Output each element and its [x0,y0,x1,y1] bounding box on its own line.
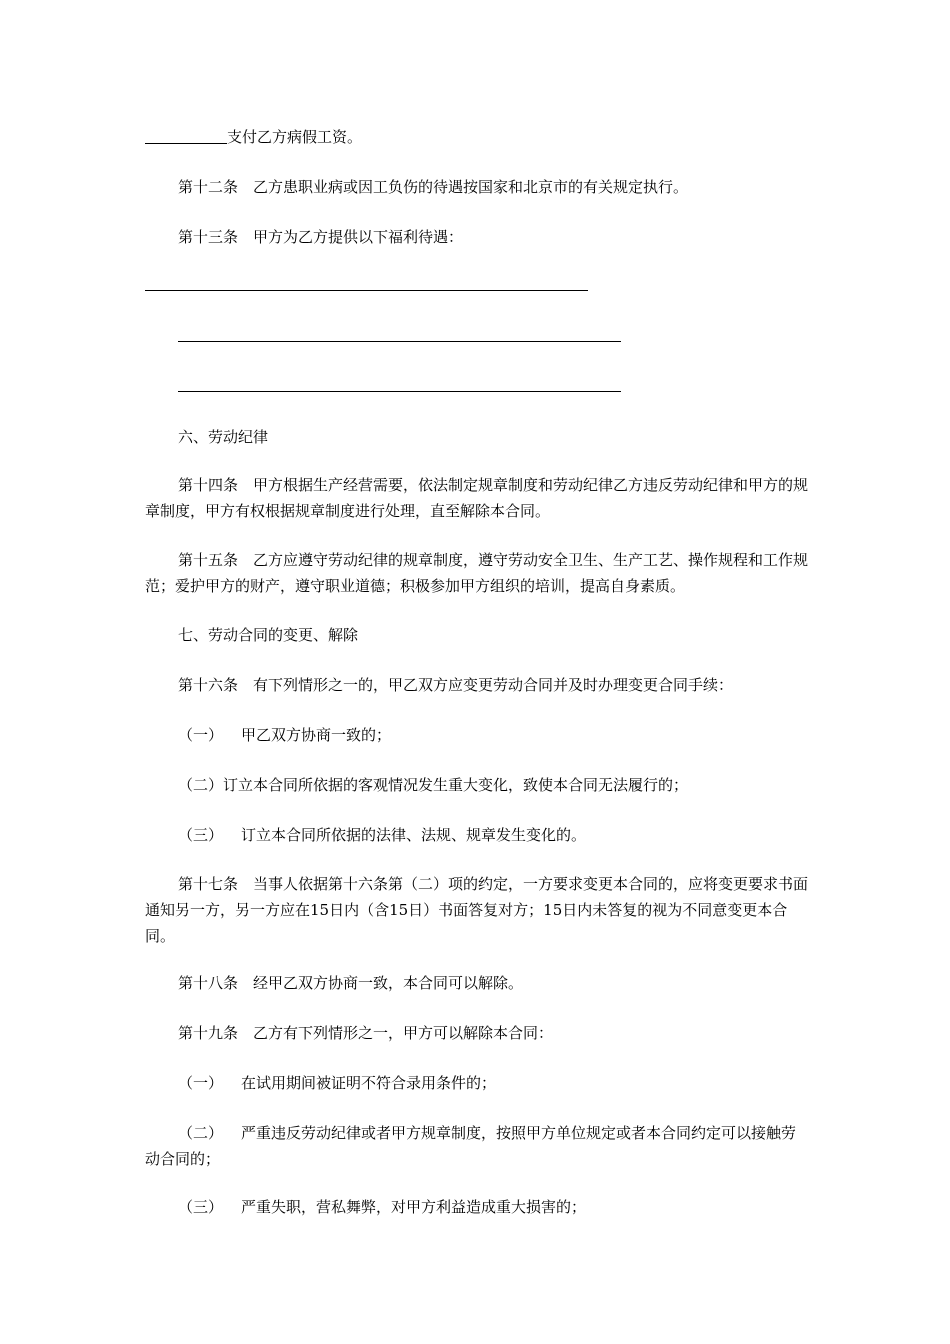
welfare-blank-line-3 [178,391,621,392]
article-19-item-1 [178,1070,843,1096]
sick-pay-line: 支付乙方病假工资。 [145,124,810,150]
item-number: （三） [178,1198,224,1216]
article-12: 第十二条 乙方患职业病或因工负伤的待遇按国家和北京市的有关规定执行。 [178,178,689,196]
item-text: 甲乙双方协商一致的； [241,726,392,744]
article-13: 第十三条 甲方为乙方提供以下福利待遇： [178,228,464,246]
item-text: 在试用期间被证明不符合录用条件的； [241,1074,497,1092]
article-18: 第十八条 经甲乙双方协商一致，本合同可以解除。 [178,974,524,992]
article-19-item-2 [145,1120,810,1172]
article-16: 第十六条 有下列情形之一的，甲乙双方应变更劳动合同并及时办理变更合同手续： [178,676,734,694]
article-17: 第十七条 当事人依据第十六条第（二）项的约定，一方要求变更本合同的，应将变更要求书面通知另一方，另一方应在15日内（含15日）书面答复对方；15日内未答复的视为不同意变更本合同。 [145,875,809,945]
item-number: （一） [178,726,224,744]
item-text: 严重失职，营私舞弊，对甲方利益造成重大损害的； [241,1198,587,1216]
item-text: 严重违反劳动纪律或者甲方规章制度，按照甲方单位规定或者本合同约定可以接触劳动合同的； [145,1124,797,1168]
fill-in-blank [145,127,227,144]
item-number: （三） [178,826,224,844]
item-number: （二） [178,1124,224,1142]
article-19-item-3 [178,1194,843,1220]
article-14: 第十四条 甲方根据生产经营需要，依法制定规章制度和劳动纪律乙方违反劳动纪律和甲方的规章制度，甲方有权根据规章制度进行处理，直至解除本合同。 [145,476,809,520]
article-16-item-3 [178,822,843,848]
section-7-heading: 七、劳动合同的变更、解除 [178,626,359,644]
item-number: （一） [178,1074,224,1092]
item-text: 订立本合同所依据的法律、法规、规章发生变化的。 [241,826,587,844]
article-16-item-1 [178,722,843,748]
article-16-item-2: （二）订立本合同所依据的客观情况发生重大变化，致使本合同无法履行的； [178,776,689,794]
article-15: 第十五条 乙方应遵守劳动纪律的规章制度，遵守劳动安全卫生、生产工艺、操作规程和工作规范；爱护甲方的财产，遵守职业道德；积极参加甲方组织的培训，提高自身素质。 [145,551,809,595]
article-19: 第十九条 乙方有下列情形之一，甲方可以解除本合同： [178,1024,554,1042]
section-6-heading: 六、劳动纪律 [178,428,269,446]
welfare-blank-line-1 [145,290,588,291]
welfare-blank-line-2 [178,341,621,342]
